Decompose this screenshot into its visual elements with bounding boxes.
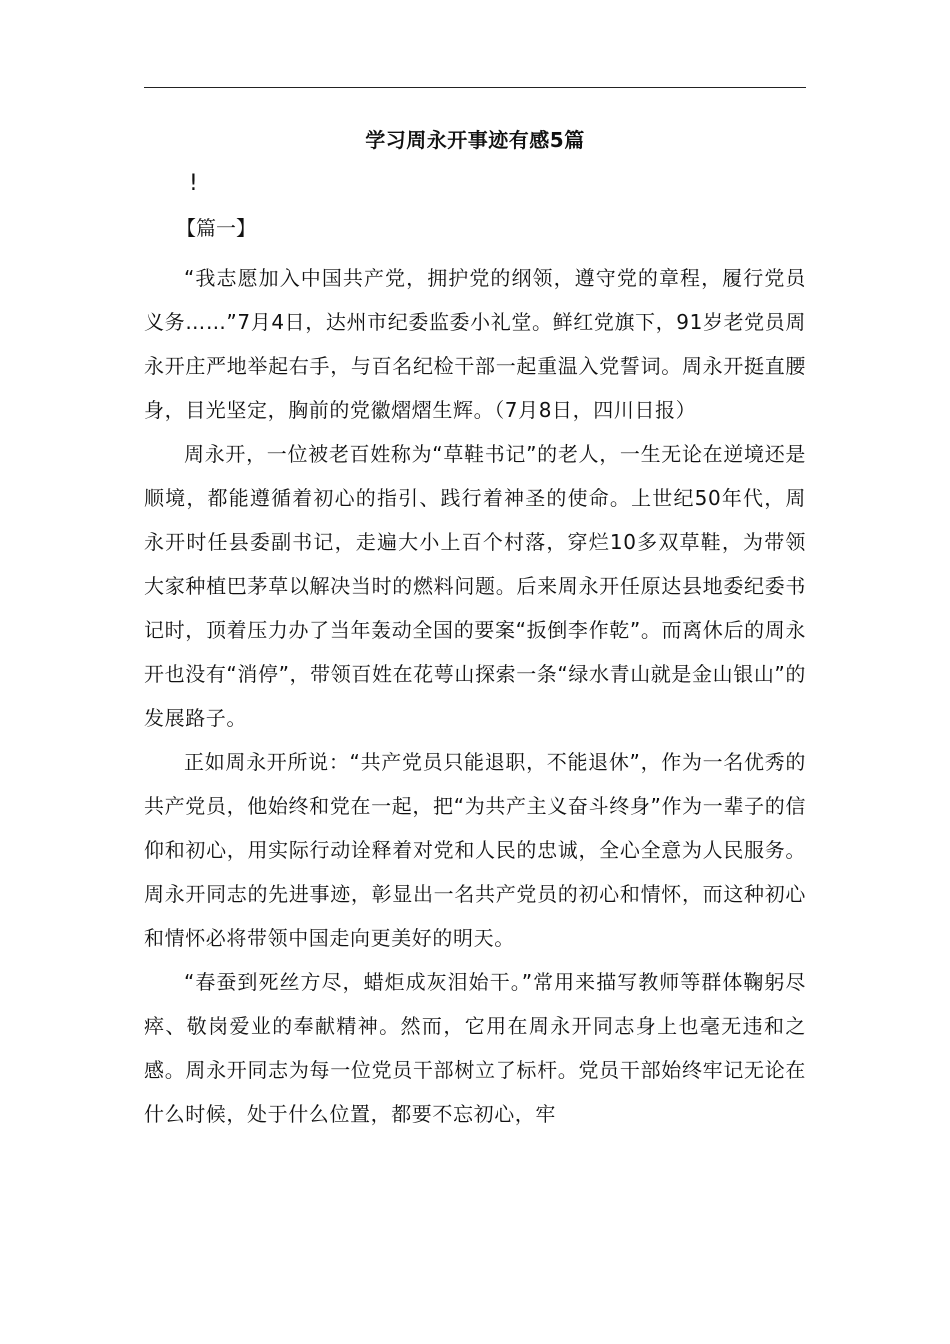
exclamation-mark: !: [189, 171, 198, 196]
paragraph-2: 周永开，一位被老百姓称为“草鞋书记”的老人，一生无论在逆境还是顺境，都能遵循着初心的指引、践行着神圣的使命。上世纪50年代，周永开时任县委副书记，走遍大小上百个村落，穿烂10多双草鞋，为带领大家种植巴茅草以解决当时的燃料问题。后来周永开任原达县地委纪委书记时，顶着压力办了当年轰动全国的要案“扳倒李作乾”。而离休后的周永开也没有“消停”，带领百姓在花萼山探索一条“绿水青山就是金山银山”的发展路子。: [144, 442, 806, 730]
header-rule: [144, 87, 806, 88]
paragraph-1: “我志愿加入中国共产党，拥护党的纲领，遵守党的章程，履行党员义务……”7月4日，达州市纪委监委小礼堂。鲜红党旗下，91岁老党员周永开庄严地举起右手，与百名纪检干部一起重温入党誓词。周永开挺直腰身，目光坚定，胸前的党徽熠熠生辉。（7月8日，四川日报）: [144, 266, 806, 422]
document-title: 学习周永开事迹有感5篇: [365, 128, 585, 152]
paragraph-3: 正如周永开所说：“共产党员只能退职，不能退休”，作为一名优秀的共产党员，他始终和党在一起，把“为共产主义奋斗终身”作为一辈子的信仰和初心，用实际行动诠释着对党和人民的忠诚，全心全意为人民服务。周永开同志的先进事迹，彰显出一名共产党员的初心和情怀，而这种初心和情怀必将带领中国走向更美好的明天。: [144, 750, 806, 950]
section-label: 【篇一】: [176, 216, 256, 240]
body-text: [144, 256, 806, 1136]
paragraph-4: “春蚕到死丝方尽，蜡炬成灰泪始干。”常用来描写教师等群体鞠躬尽瘁、敬岗爱业的奉献精神。然而，它用在周永开同志身上也毫无违和之感。周永开同志为每一位党员干部树立了标杆。党员干部始终牢记无论在什么时候，处于什么位置，都要不忘初心，牢: [144, 970, 806, 1126]
